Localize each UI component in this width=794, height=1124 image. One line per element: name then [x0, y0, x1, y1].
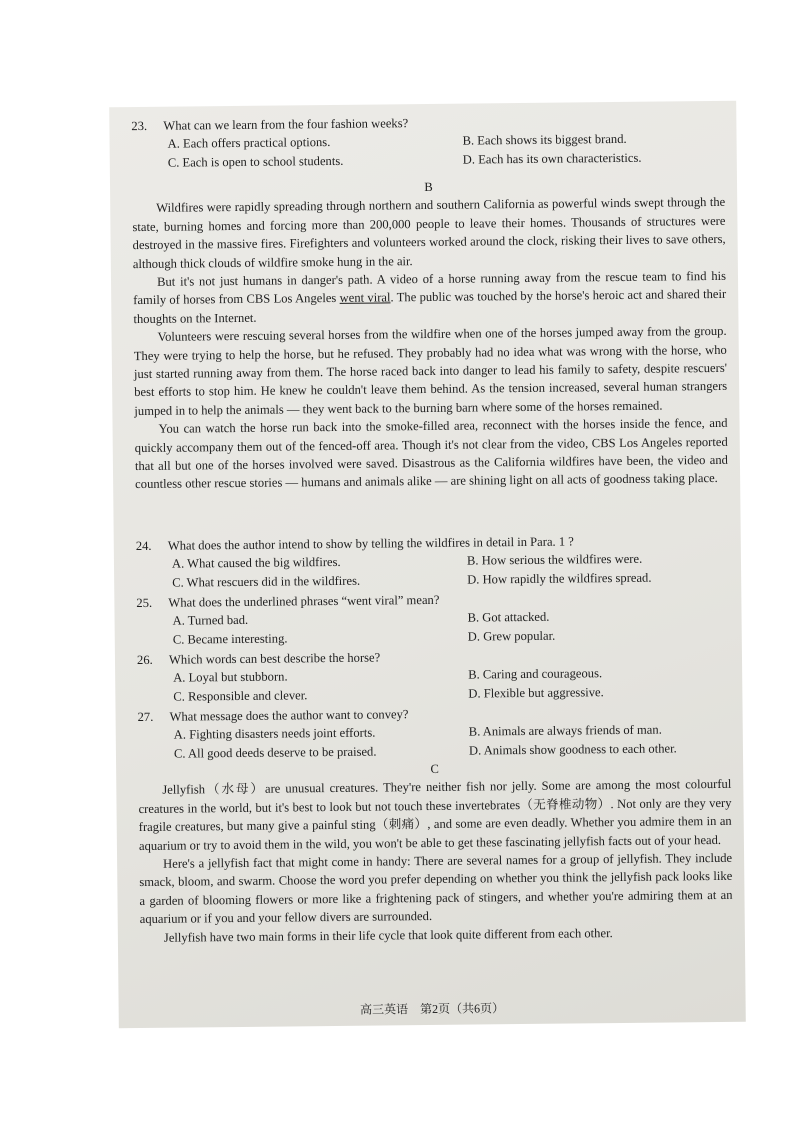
question-25	[136, 588, 730, 649]
passage-c-paragraph-2: Here's a jellyfish fact that might come in handy: There are several names for a group of jellyfish. They include smack, bloom, and swarm. Choose the word you prefer depending on whether you think the jellyfish pack looks like a garden of blooming flowers or more like a frightening pack of stingers, and whether you're admiring them at an aquarium or if you and your fellow divers are surrounded.	[139, 850, 733, 927]
option-c: C. What rescuers did in the wildfires.	[172, 573, 361, 590]
option-a: A. Turned bad.	[172, 613, 249, 629]
passage-c	[138, 757, 733, 947]
option-b: B. Each shows its biggest brand.	[462, 132, 627, 148]
question-27	[137, 702, 731, 763]
option-b: B. Caring and courageous.	[468, 666, 603, 682]
exam-page-photo	[109, 101, 746, 1029]
passage-b-paragraph-1: Wildfires were rapidly spreading through northern and southern California as powerful winds swept through the state, burning homes and forcing more than 200,000 people to leave their homes. Thousands of structures were destroyed in the massive fires. Firefighters and volunteers worked around the clock, risking their lives to save others, although thick clouds of wildfire smoke hung in the air.	[132, 195, 726, 271]
option-b: B. Got attacked.	[467, 610, 550, 625]
option-a: A. Fighting disasters needs joint efforts.	[173, 725, 376, 743]
option-d: D. How rapidly the wildfires spread.	[467, 570, 652, 587]
option-d: D. Animals show goodness to each other.	[468, 741, 677, 758]
question-number: 26.	[136, 652, 153, 668]
question-stem: What can we learn from the four fashion weeks?	[163, 116, 409, 133]
passage-b-paragraph-3: Volunteers were rescuing several horses from the wildfire when one of the horses jumped away from the group. They were trying to help the horse, but he refused. They probably had no idea what was wrong with the horse, who just started running away from them. The horse raced back into danger to lead his family to safety, despite rescuers' best efforts to stop him. He knew he couldn't leave them behind. As the tension increased, several human strangers jumped in to help the animals — they went back to the burning barn where some of the horses remained.	[133, 324, 728, 418]
question-number: 23.	[131, 118, 148, 134]
page-footer: 高三英语 第2页（共6页）	[360, 1001, 505, 1017]
option-d: D. Flexible but aggressive.	[468, 684, 604, 701]
text-run: . The public was touched by the horse's heroic act and shared their thoughts on the Internet.	[133, 287, 727, 326]
passage-b-paragraph-4: You can watch the horse run back into the smoke-filled area, reconnect with the horses inside the fence, and quickly accompany them out of the fenced-off area. Though it's not clear from the video, CBS Los Angeles reported that all but one of the horses involved were saved. Disastrous as the California wildfires have been, the video and countless other rescue stories — humans and animals alike — are shining light on all acts of goodness taking place.	[134, 416, 728, 492]
question-stem: Which words can best describe the horse?	[168, 650, 381, 667]
option-b: B. Animals are always friends of man.	[468, 722, 662, 739]
passage-b	[132, 175, 728, 494]
question-23	[131, 111, 725, 172]
passage-c-paragraph-3: Jellyfish have two main forms in their life cycle that look quite different from each other.	[163, 925, 613, 945]
passage-c-paragraph-1: Jellyfish（水母）are unusual creatures. They're neither fish nor jelly. Some are among the most colourful creatures in the world, but it's best to look but not touch these invertebrates（无脊椎动物）. Not only are they very fragile creatures, but many give a painful sting（刺痛）, and some are even deadly. Whether you admire them in an aquarium or try to avoid them in the wild, you won't be able to get these fascinating jellyfish facts out of your head.	[138, 777, 732, 853]
question-stem: What message does the author want to convey?	[169, 707, 409, 724]
option-d: D. Each has its own characteristics.	[462, 150, 642, 167]
text-run: But it's not just humans in danger's path. A video of a horse running away from the rescue team to find his family of horses from CBS Los Angeles	[133, 268, 727, 308]
option-c: C. Each is open to school students.	[167, 153, 344, 170]
question-number: 25.	[136, 595, 153, 611]
option-d: D. Grew popular.	[467, 628, 556, 644]
section-label-c: C	[430, 761, 439, 776]
question-24	[136, 531, 730, 592]
question-stem: What does the underlined phrases “went viral” mean?	[168, 592, 440, 610]
question-number: 27.	[137, 709, 154, 725]
option-c: C. All good deeds deserve to be praised.	[173, 744, 377, 761]
option-a: A. Each offers practical options.	[167, 135, 331, 152]
question-stem: What does the author intend to show by telling the wildfires in detail in Para. 1 ?	[167, 534, 574, 553]
option-c: C. Responsible and clever.	[173, 688, 308, 704]
passage-b-paragraph-2	[133, 267, 727, 328]
option-b: B. How serious the wildfires were.	[466, 552, 643, 568]
question-26	[137, 645, 731, 706]
option-a: A. What caused the big wildfires.	[171, 555, 341, 572]
section-label-b: B	[424, 179, 433, 195]
option-c: C. Became interesting.	[172, 631, 288, 647]
option-a: A. Loyal but stubborn.	[173, 669, 288, 686]
question-number: 24.	[135, 538, 152, 554]
underlined-phrase: went viral	[339, 290, 391, 306]
